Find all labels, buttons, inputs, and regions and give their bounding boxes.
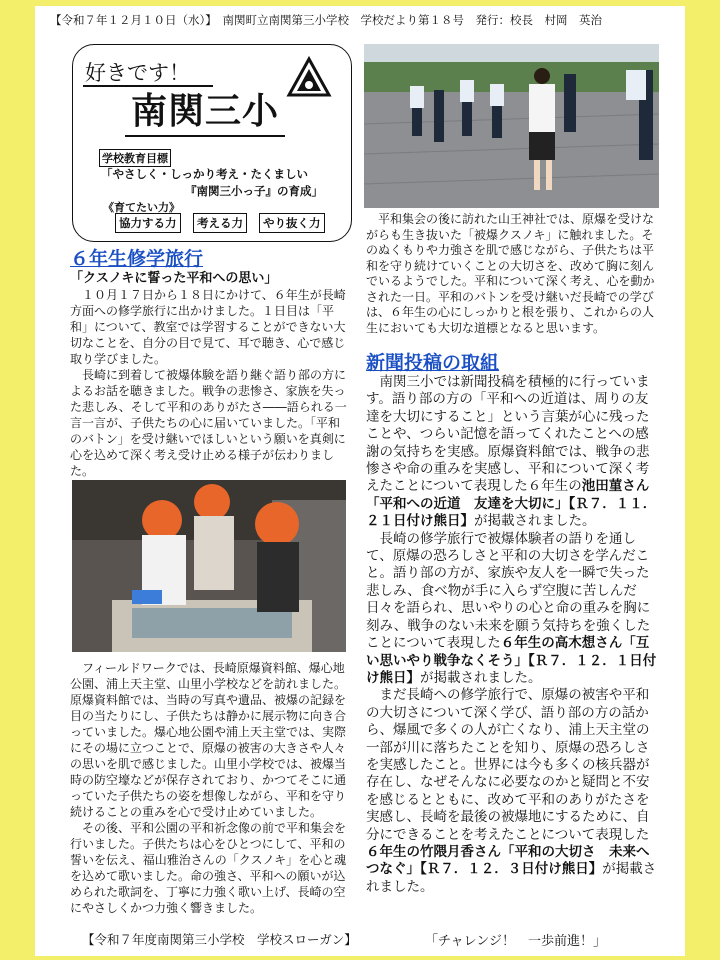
article1-paragraph: 平和集会の後に訪れた山王神社では、原爆を受けながらも生き抜いた「被爆クスノキ」に触れました。そのぬくもりや力強さを肌で感じながら、子供たちは平和を守り続けていくことの大切さを、改めて胸に刻んでいるようでした。平和について深く考え、心を動かされた一日。平和のバトンを受け継いだ長崎での学びは、６年生の心にしっかりと根を張り、これからの人生においても大切な道標となると思います。 bbox=[366, 212, 655, 335]
goal-label: 学校教育目標 bbox=[99, 149, 171, 167]
ability-badge: やり抜く力 bbox=[259, 213, 325, 233]
article2-title: 池田菫さん「平和への近道 友達を大切に」 bbox=[366, 478, 650, 512]
article2-date: 【Ｒ７．１２．１日付け熊日】 bbox=[366, 652, 657, 686]
article1-intro bbox=[70, 248, 350, 479]
article1-subheading: 「クスノキに誓った平和への思い」 bbox=[70, 271, 278, 286]
article2-title: ６年生の高木想さん「互い思いやり戦争なくそう」 bbox=[366, 635, 650, 669]
article2-date: 【Ｒ７．１２．３日付け熊日】 bbox=[420, 861, 603, 878]
article2-text: 長崎の修学旅行で被爆体験者の語りを通して、原爆の恐ろしさと平和の大切さを学んだこと。語り部の方が、家族や友人を一瞬で失った悲しみ、食べ物が手に入らず空腹に苦しんだ日々を語られ、思いやりの心と命の重みを胸に刻み、戦争のない未来を願う気持ちを強くしたことについて表現した bbox=[366, 530, 651, 652]
article2-date: 【Ｒ７．１１．２１日付け熊日】 bbox=[366, 495, 657, 530]
article1-paragraph: １０月１７日から１８日にかけて、６年生が長崎方面への修学旅行に出かけました。１日目は「平和」について、教室では学習することができない大切なことを、自分の目で見て、耳で聴き、心で感じ取り学びました。 bbox=[70, 288, 346, 366]
article1-fieldwork bbox=[70, 660, 350, 916]
article1-paragraph: フィールドワークでは、長崎原爆資料館、爆心地公園、浦上天主堂、山里小学校などを訪れました。原爆資料館では、当時の写真や遺品、被爆の記録を目の当たりにし、子供たちは静かに展示物に向き合っていました。爆心地公園や浦上天主堂では、実際にその場に立つことで、原爆の被害の大きさや人々の思いを肌で感じました。山里小学校では、被爆当時の防空壕などが保存されており、かつてそこに通っていた子供たちの姿を想像しながら、平和を守り続けることの重みを心で受け止めていました。 bbox=[70, 661, 347, 819]
title-box bbox=[72, 44, 352, 242]
article1-heading: ６年生修学旅行 bbox=[70, 248, 204, 270]
article2 bbox=[366, 352, 658, 896]
museum-exhibit-photo bbox=[72, 480, 346, 652]
article2-title: ６年生の竹隈月香さん「平和の大切さ 未来へつなぐ」 bbox=[366, 843, 650, 878]
article2-paragraph bbox=[366, 687, 658, 896]
article1-paragraph: 長崎に到着して被爆体験を語り継ぐ語り部の方によるお話を聴きました。戦争の悲惨さ、家族を失った悲しみ、そして平和のありがたさ――語られる一言一言が、子供たちの心に届いていました。「平和のバトン」を受け継いでほしいという願いを真剣に心を込めて深く考え受け止める様子が伝わりました。 bbox=[70, 368, 347, 478]
article1-paragraph: その後、平和公園の平和祈念像の前で平和集会を行いました。子供たちは心をひとつにして、平和の誓いを伝え、福山雅治さんの「クスノキ」を心と魂を込めて歌いました。命の強さ、平和への願いが込められた歌詞を、丁寧に力強く歌い上げ、長崎の空にやさしくかつ力強く響きました。 bbox=[70, 821, 347, 915]
ability-badge: 協力する力 bbox=[115, 213, 181, 233]
article2-heading: 新聞投稿の取組 bbox=[366, 352, 500, 374]
slogan-text: 「チャレンジ！ 一歩前進！」 bbox=[425, 934, 606, 949]
article2-text: まだ長崎への修学旅行で、原爆の被害や平和の大切さについて深く学び、語り部の方の話から、爆風で多くの人が亡くなり、浦上天主堂の一部が川に落ちたことを知り、原爆の恐ろしさを実感したこと。世界には今も多くの核兵器が存在し、なぜそんなに必要なのかと疑問と不安を感じるとともに、改めて平和のありがたさを実感し、長崎を最後の被爆地にするために、自分にできることを考えたことについて表現した bbox=[366, 687, 650, 843]
peace-park-photo bbox=[364, 44, 659, 208]
article2-text: 南関三小では新聞投稿を積極的に行っています。語り部の方の「平和への近道は、周りの友達を大切にすること」という言葉が心に残ったことや、つらい記憶を語ってくれたことへの感謝の気持ちを実感。原爆資料館では、戦争の悲惨さや命の重みを実感し、平和について深く考えたことについて表現した６年生の bbox=[366, 374, 650, 495]
ability-badge: 考える力 bbox=[193, 213, 247, 233]
newsletter-header: 【令和７年１２月１０日（水）】 南関町立南関第三小学校 学校だより第１８号 発行：校長 村岡 英治 bbox=[50, 13, 602, 27]
title-line2: 南関三小 bbox=[125, 87, 285, 137]
article2-paragraph bbox=[366, 374, 658, 531]
article2-text: が掲載されました。 bbox=[420, 669, 542, 686]
slogan-label: 【令和７年度南関第三小学校 学校スローガン】 bbox=[82, 932, 357, 947]
article2-paragraph bbox=[366, 531, 658, 688]
goal-line1: 「やさしく・しっかり考え・たくましい bbox=[101, 167, 308, 181]
title-line1: 好きです！ bbox=[85, 61, 190, 85]
article1-continued bbox=[366, 212, 658, 336]
goal-line2: 『南関三小っ子』の育成」 bbox=[185, 184, 323, 198]
article2-text: が掲載されました。 bbox=[366, 861, 657, 895]
abilities-label: 《育てたい力》 bbox=[103, 201, 180, 214]
school-emblem-icon bbox=[285, 55, 333, 103]
article2-text: が掲載されました。 bbox=[474, 513, 596, 530]
